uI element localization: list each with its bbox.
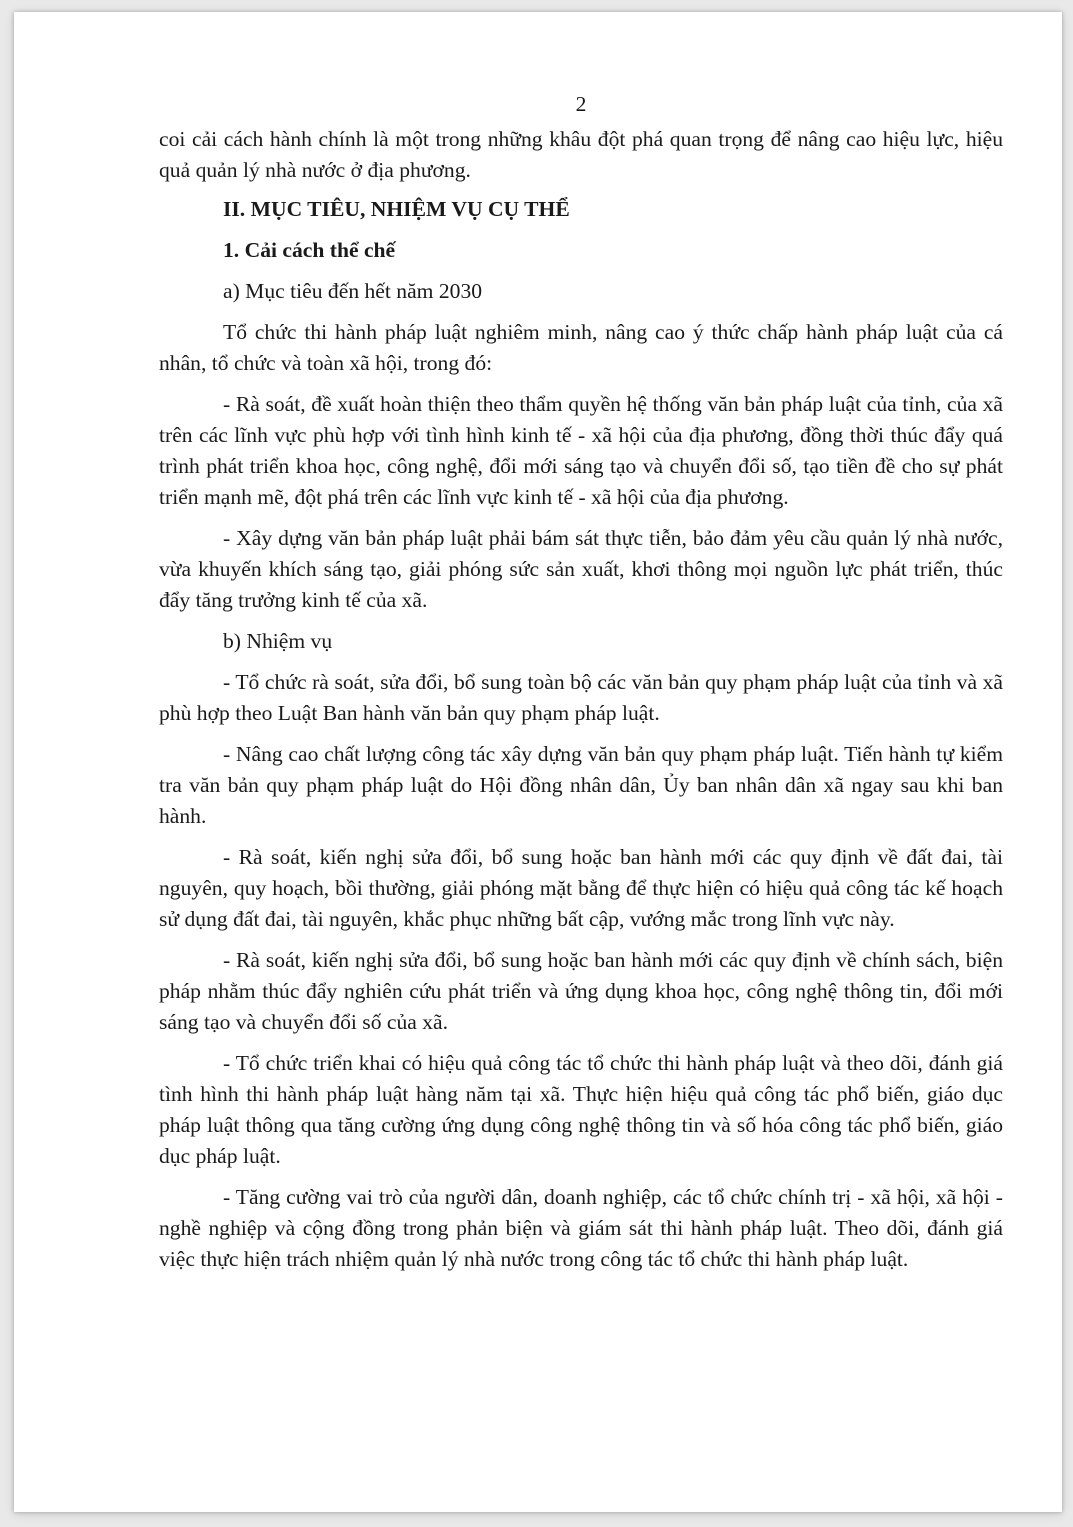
bullet-paragraph: - Xây dựng văn bản pháp luật phải bám sát thực tiễn, bảo đảm yêu cầu quản lý nhà nước, vừa khuyến khích sáng tạo, giải phóng sức sản xuất, khơi thông mọi nguồn lực phát triển, thúc đẩy tăng trưởng kinh tế của xã. [159, 526, 1003, 612]
bullet-paragraph: - Rà soát, kiến nghị sửa đổi, bổ sung hoặc ban hành mới các quy định về chính sách, biện pháp nhằm thúc đẩy nghiên cứu phát triển và ứng dụng khoa học, công nghệ thông tin, đổi mới sáng tạo và chuyển đổi số của xã. [159, 948, 1003, 1034]
document-page [14, 12, 1062, 1512]
bullet-paragraph: - Tổ chức rà soát, sửa đổi, bổ sung toàn bộ các văn bản quy phạm pháp luật của tỉnh và xã phù hợp theo Luật Ban hành văn bản quy phạm pháp luật. [159, 670, 1003, 725]
paragraph: Tổ chức thi hành pháp luật nghiêm minh, nâng cao ý thức chấp hành pháp luật của cá nhân, tổ chức và toàn xã hội, trong đó: [159, 320, 1003, 375]
bullet-paragraph: - Tổ chức triển khai có hiệu quả công tác tổ chức thi hành pháp luật và theo dõi, đánh giá tình hình thi hành pháp luật hàng năm tại xã. Thực hiện hiệu quả công tác phổ biến, giáo dục pháp luật thông qua tăng cường ứng dụng công nghệ thông tin và số hóa công tác phổ biến, giáo dục pháp luật. [159, 1051, 1003, 1168]
item-heading-tasks: b) Nhiệm vụ [223, 629, 333, 653]
document-body [159, 89, 1003, 1285]
bullet-paragraph: - Rà soát, kiến nghị sửa đổi, bổ sung hoặc ban hành mới các quy định về đất đai, tài nguyên, quy hoạch, bồi thường, giải phóng mặt bằng để thực hiện có hiệu quả công tác kế hoạch sử dụng đất đai, tài nguyên, khắc phục những bất cập, vướng mắc trong lĩnh vực này. [159, 845, 1003, 931]
bullet-paragraph: - Nâng cao chất lượng công tác xây dựng văn bản quy phạm pháp luật. Tiến hành tự kiểm tra văn bản quy phạm pháp luật do Hội đồng nhân dân, Ủy ban nhân dân xã ngay sau khi ban hành. [159, 742, 1003, 828]
paragraph-continuation: coi cải cách hành chính là một trong những khâu đột phá quan trọng để nâng cao hiệu lực, hiệu quả quản lý nhà nước ở địa phương. [159, 127, 1003, 182]
bullet-paragraph: - Rà soát, đề xuất hoàn thiện theo thẩm quyền hệ thống văn bản pháp luật của tỉnh, của xã trên các lĩnh vực phù hợp với tình hình kinh tế - xã hội của địa phương, đồng thời thúc đẩy quá trình phát triển khoa học, công nghệ, đổi mới sáng tạo và chuyển đổi số, tạo tiền đề cho sự phát triển mạnh mẽ, đột phá trên các lĩnh vực kinh tế - xã hội của địa phương. [159, 392, 1003, 509]
page-number: 2 [575, 92, 587, 116]
subsection-heading: 1. Cải cách thể chế [223, 238, 396, 262]
item-heading-objectives: a) Mục tiêu đến hết năm 2030 [223, 279, 483, 303]
section-heading: II. MỤC TIÊU, NHIỆM VỤ CỤ THỂ [223, 197, 570, 221]
bullet-paragraph: - Tăng cường vai trò của người dân, doanh nghiệp, các tổ chức chính trị - xã hội, xã hội - nghề nghiệp và cộng đồng trong phản biện và giám sát thi hành pháp luật. Theo dõi, đánh giá việc thực hiện trách nhiệm quản lý nhà nước trong công tác tổ chức thi hành pháp luật. [159, 1185, 1003, 1271]
